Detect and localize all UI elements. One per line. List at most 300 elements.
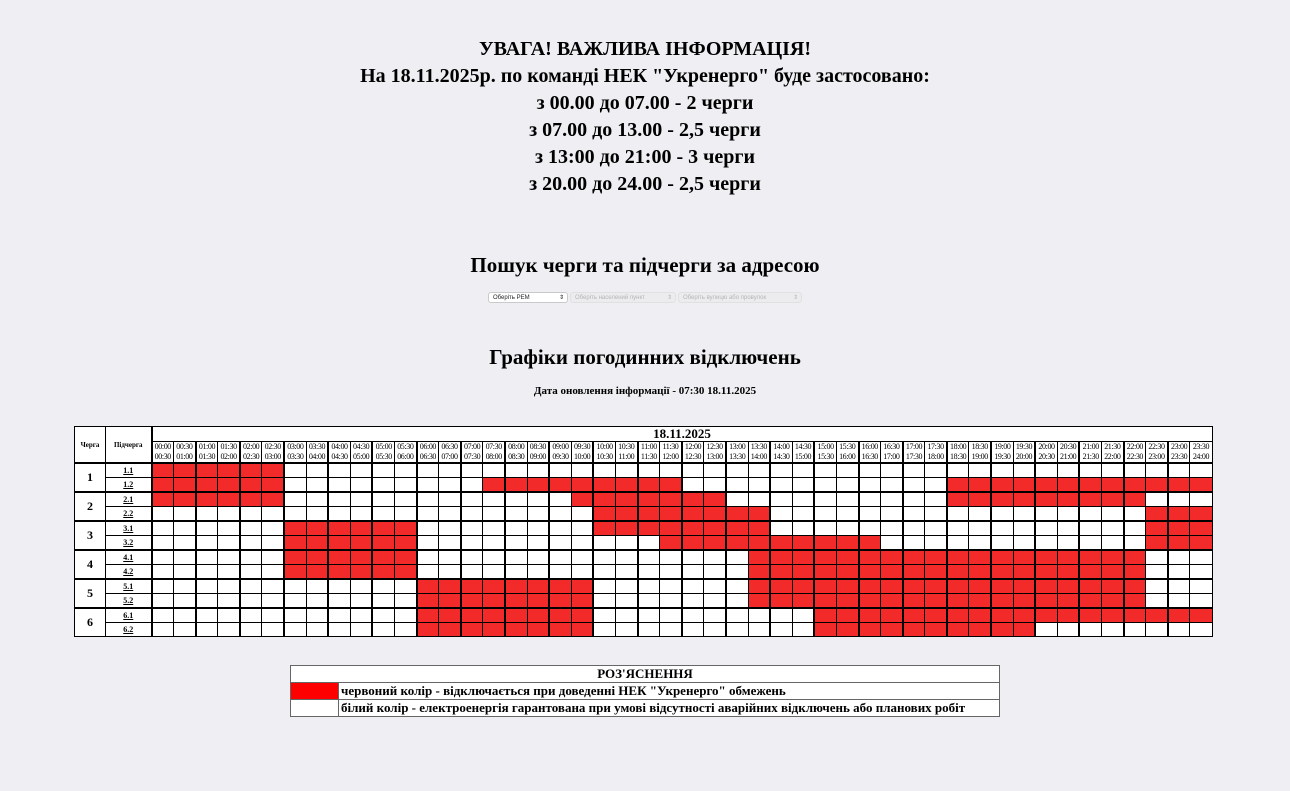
outage-cell (593, 507, 615, 522)
legend-red-text: червоний колір - відключається при доведенні НЕК "Укренерго" обмежень (339, 683, 1000, 700)
power-cell (461, 478, 483, 493)
power-cell (1057, 536, 1079, 551)
outage-cell (792, 594, 814, 609)
subqueue-link[interactable]: 1.1 (106, 463, 152, 478)
outage-cell (328, 550, 350, 565)
power-cell (726, 492, 748, 507)
power-cell (328, 579, 350, 594)
outage-cell (682, 492, 704, 507)
power-cell (593, 536, 615, 551)
outage-cell (571, 478, 593, 493)
power-cell (1190, 463, 1212, 478)
power-cell (549, 565, 571, 580)
outage-cell (218, 478, 240, 493)
outage-cell (1102, 478, 1124, 493)
outage-cell (903, 608, 925, 623)
outage-cell (571, 608, 593, 623)
power-cell (726, 550, 748, 565)
power-cell (240, 594, 262, 609)
outage-cell (903, 565, 925, 580)
power-cell (1102, 521, 1124, 536)
power-cell (1079, 521, 1101, 536)
notice-line: з 07.00 до 13.00 - 2,5 черги (529, 119, 761, 141)
outage-cell (372, 550, 394, 565)
table-row (75, 492, 1213, 507)
time-slot-header: 02:30 03:00 (262, 442, 284, 464)
outage-cell (417, 623, 439, 637)
power-cell (306, 478, 328, 493)
time-slot-header: 05:00 05:30 (372, 442, 394, 464)
outage-cell (704, 507, 726, 522)
schedule-title: Графіки погодинних відключень (489, 345, 801, 369)
outage-cell (593, 478, 615, 493)
power-cell (1190, 623, 1212, 637)
table-row (75, 463, 1213, 478)
time-slot-header: 05:30 06:00 (395, 442, 417, 464)
outage-cell (748, 521, 770, 536)
outage-cell (660, 536, 682, 551)
outage-cell (925, 565, 947, 580)
outage-cell (748, 536, 770, 551)
power-cell (439, 492, 461, 507)
power-cell (218, 550, 240, 565)
power-cell (505, 536, 527, 551)
power-cell (174, 550, 196, 565)
power-cell (682, 565, 704, 580)
power-cell (859, 492, 881, 507)
outage-cell (991, 594, 1013, 609)
queue-number: 2 (75, 492, 106, 521)
outage-cell (836, 623, 858, 637)
outage-cell (615, 521, 637, 536)
time-slot-header: 19:30 20:00 (1013, 442, 1035, 464)
power-cell (196, 507, 218, 522)
power-cell (306, 608, 328, 623)
outage-cell (615, 492, 637, 507)
outage-cell (1190, 521, 1212, 536)
outage-cell (439, 608, 461, 623)
power-cell (1013, 507, 1035, 522)
outage-cell (483, 608, 505, 623)
outage-cell (1035, 565, 1057, 580)
outage-cell (770, 579, 792, 594)
outage-cell (947, 565, 969, 580)
rem-select-value: Оберіть РЕМ (493, 295, 530, 301)
power-cell (549, 536, 571, 551)
subqueue-link[interactable]: 5.1 (106, 579, 152, 594)
time-slot-header: 09:00 09:30 (549, 442, 571, 464)
outage-cell (1102, 565, 1124, 580)
power-cell (174, 521, 196, 536)
settlement-select[interactable] (570, 292, 676, 303)
outage-cell (991, 579, 1013, 594)
outage-cell (284, 536, 306, 551)
subqueue-link[interactable]: 5.2 (106, 594, 152, 609)
power-cell (218, 594, 240, 609)
subqueue-link[interactable]: 1.2 (106, 478, 152, 493)
power-cell (328, 507, 350, 522)
power-cell (284, 579, 306, 594)
power-cell (262, 565, 284, 580)
table-row (75, 478, 1213, 493)
power-cell (792, 507, 814, 522)
outage-cell (836, 550, 858, 565)
outage-cell (1079, 550, 1101, 565)
power-cell (461, 507, 483, 522)
outage-cell (881, 550, 903, 565)
outage-cell (505, 594, 527, 609)
power-cell (1035, 507, 1057, 522)
power-cell (770, 463, 792, 478)
outage-cell (152, 463, 174, 478)
outage-cell (240, 478, 262, 493)
rem-select[interactable] (488, 292, 568, 303)
table-row (75, 565, 1213, 580)
outage-cell (1190, 536, 1212, 551)
power-cell (196, 623, 218, 637)
outage-cell (306, 565, 328, 580)
power-cell (1079, 463, 1101, 478)
outage-cell (372, 521, 394, 536)
queue-number: 1 (75, 463, 106, 492)
outage-cell (1102, 608, 1124, 623)
outage-cell (638, 492, 660, 507)
power-cell (859, 463, 881, 478)
power-cell (152, 579, 174, 594)
power-cell (240, 536, 262, 551)
power-cell (461, 521, 483, 536)
power-cell (417, 492, 439, 507)
outage-cell (593, 492, 615, 507)
legend-white-text: білий колір - електроенергія гарантована при умові відсутності аварійних відключень або планових робіт (339, 700, 1000, 717)
outage-cell (328, 521, 350, 536)
power-cell (792, 478, 814, 493)
outage-cell (1057, 492, 1079, 507)
power-cell (439, 463, 461, 478)
power-cell (240, 521, 262, 536)
power-cell (638, 550, 660, 565)
power-cell (660, 463, 682, 478)
power-cell (770, 492, 792, 507)
outage-cell (1013, 492, 1035, 507)
time-slot-header: 12:30 13:00 (704, 442, 726, 464)
select-arrows-icon: ⇕ (558, 295, 564, 301)
outage-cell (770, 550, 792, 565)
subqueue-link[interactable]: 4.1 (106, 550, 152, 565)
power-cell (395, 478, 417, 493)
power-cell (1102, 623, 1124, 637)
outage-cell (748, 550, 770, 565)
power-cell (174, 565, 196, 580)
outage-cell (947, 594, 969, 609)
time-slot-header: 15:30 16:00 (836, 442, 858, 464)
power-cell (262, 550, 284, 565)
power-cell (218, 579, 240, 594)
power-cell (792, 492, 814, 507)
power-cell (395, 608, 417, 623)
outage-cell (1057, 579, 1079, 594)
power-cell (704, 623, 726, 637)
power-cell (372, 507, 394, 522)
outage-cell (1079, 565, 1101, 580)
time-slot-header: 17:00 17:30 (903, 442, 925, 464)
subqueue-link[interactable]: 3.1 (106, 521, 152, 536)
outage-cell (726, 521, 748, 536)
outage-cell (483, 594, 505, 609)
power-cell (615, 550, 637, 565)
outage-cell (527, 608, 549, 623)
power-cell (505, 550, 527, 565)
power-cell (903, 507, 925, 522)
outage-cell (682, 536, 704, 551)
outage-cell (1035, 550, 1057, 565)
legend-title: РОЗ'ЯСНЕННЯ (291, 666, 1000, 683)
power-cell (881, 463, 903, 478)
outage-cell (991, 608, 1013, 623)
outage-cell (1168, 608, 1190, 623)
outage-cell (240, 492, 262, 507)
power-cell (704, 550, 726, 565)
outage-cell (859, 565, 881, 580)
outage-cell (1146, 536, 1168, 551)
outage-cell (969, 478, 991, 493)
outage-cell (240, 463, 262, 478)
outage-cell (836, 565, 858, 580)
subqueue-link[interactable]: 6.2 (106, 623, 152, 637)
outage-cell (571, 594, 593, 609)
power-cell (682, 463, 704, 478)
power-cell (1124, 521, 1146, 536)
outage-cell (439, 623, 461, 637)
power-cell (549, 521, 571, 536)
power-cell (1190, 565, 1212, 580)
power-cell (770, 478, 792, 493)
power-cell (682, 478, 704, 493)
time-slot-header: 23:30 24:00 (1190, 442, 1212, 464)
outage-cell (571, 623, 593, 637)
time-slot-header: 00:00 00:30 (152, 442, 174, 464)
outage-cell (483, 478, 505, 493)
outage-cell (991, 623, 1013, 637)
outage-cell (969, 550, 991, 565)
power-cell (1057, 463, 1079, 478)
outage-cell (1057, 478, 1079, 493)
power-cell (660, 579, 682, 594)
outage-cell (903, 579, 925, 594)
outage-cell (792, 565, 814, 580)
outage-cell (439, 594, 461, 609)
power-cell (350, 608, 372, 623)
outage-cell (748, 565, 770, 580)
power-cell (638, 579, 660, 594)
power-cell (881, 492, 903, 507)
power-cell (527, 507, 549, 522)
power-cell (284, 478, 306, 493)
power-cell (1035, 623, 1057, 637)
power-cell (947, 536, 969, 551)
power-cell (174, 579, 196, 594)
time-slot-header: 11:00 11:30 (638, 442, 660, 464)
power-cell (660, 608, 682, 623)
power-cell (483, 550, 505, 565)
power-cell (1102, 536, 1124, 551)
power-cell (770, 623, 792, 637)
power-cell (218, 521, 240, 536)
power-cell (1146, 565, 1168, 580)
power-cell (1168, 565, 1190, 580)
power-cell (903, 463, 925, 478)
street-placeholder: Оберіть вулицю або провулок (683, 295, 767, 301)
power-cell (571, 565, 593, 580)
time-slot-header: 07:00 07:30 (461, 442, 483, 464)
power-cell (483, 463, 505, 478)
power-cell (991, 521, 1013, 536)
power-cell (1124, 463, 1146, 478)
outage-cell (439, 579, 461, 594)
power-cell (1124, 507, 1146, 522)
outage-cell (704, 536, 726, 551)
outage-cell (1013, 623, 1035, 637)
power-cell (991, 536, 1013, 551)
outage-cell (682, 507, 704, 522)
power-cell (152, 565, 174, 580)
outage-cell (925, 608, 947, 623)
outage-cell (1035, 594, 1057, 609)
outage-cell (814, 550, 836, 565)
outage-cell (350, 550, 372, 565)
time-slot-header: 14:30 15:00 (792, 442, 814, 464)
power-cell (615, 536, 637, 551)
power-cell (660, 565, 682, 580)
power-cell (372, 463, 394, 478)
power-cell (350, 594, 372, 609)
power-cell (262, 536, 284, 551)
time-slot-header: 04:00 04:30 (328, 442, 350, 464)
power-cell (152, 536, 174, 551)
outage-cell (638, 478, 660, 493)
power-cell (174, 594, 196, 609)
outage-cell (969, 579, 991, 594)
power-cell (395, 579, 417, 594)
outage-cell (969, 623, 991, 637)
power-cell (593, 565, 615, 580)
outage-cell (527, 579, 549, 594)
outage-cell (571, 579, 593, 594)
outage-cell (859, 608, 881, 623)
time-slot-header: 12:00 12:30 (682, 442, 704, 464)
subqueue-link[interactable]: 3.2 (106, 536, 152, 551)
power-cell (505, 492, 527, 507)
street-select[interactable] (678, 292, 802, 303)
power-cell (461, 463, 483, 478)
time-slot-header: 00:30 01:00 (174, 442, 196, 464)
time-slot-header: 04:30 05:00 (350, 442, 372, 464)
power-cell (726, 565, 748, 580)
table-row (75, 550, 1213, 565)
power-cell (593, 463, 615, 478)
power-cell (218, 608, 240, 623)
time-slot-header: 22:00 22:30 (1124, 442, 1146, 464)
time-slot-header: 13:30 14:00 (748, 442, 770, 464)
time-slot-header: 17:30 18:00 (925, 442, 947, 464)
power-cell (748, 478, 770, 493)
power-cell (859, 478, 881, 493)
time-slot-header: 06:00 06:30 (417, 442, 439, 464)
outage-cell (1035, 608, 1057, 623)
power-cell (571, 550, 593, 565)
queue-number: 6 (75, 608, 106, 637)
power-cell (682, 623, 704, 637)
power-cell (417, 463, 439, 478)
power-cell (925, 492, 947, 507)
outage-cell (505, 478, 527, 493)
outage-cell (328, 536, 350, 551)
power-cell (991, 463, 1013, 478)
power-cell (748, 492, 770, 507)
outage-cell (527, 594, 549, 609)
outage-cell (792, 550, 814, 565)
outage-cell (1013, 550, 1035, 565)
table-row (75, 521, 1213, 536)
power-cell (262, 594, 284, 609)
power-cell (615, 463, 637, 478)
power-cell (814, 478, 836, 493)
time-slot-header: 13:00 13:30 (726, 442, 748, 464)
power-cell (152, 550, 174, 565)
outage-cell (328, 565, 350, 580)
power-cell (461, 492, 483, 507)
outage-cell (881, 594, 903, 609)
power-cell (859, 507, 881, 522)
power-cell (1168, 579, 1190, 594)
power-cell (1079, 536, 1101, 551)
power-cell (328, 608, 350, 623)
outage-cell (1102, 550, 1124, 565)
power-cell (792, 463, 814, 478)
power-cell (925, 507, 947, 522)
outage-cell (726, 507, 748, 522)
power-cell (704, 608, 726, 623)
power-cell (571, 463, 593, 478)
outage-cell (969, 608, 991, 623)
power-cell (527, 565, 549, 580)
outage-cell (1013, 579, 1035, 594)
power-cell (903, 536, 925, 551)
outage-cell (726, 536, 748, 551)
outage-cell (1035, 478, 1057, 493)
power-cell (372, 478, 394, 493)
power-cell (859, 521, 881, 536)
subqueue-link[interactable]: 2.2 (106, 507, 152, 522)
power-cell (1190, 579, 1212, 594)
outage-cell (306, 521, 328, 536)
power-cell (638, 565, 660, 580)
outage-cell (792, 536, 814, 551)
subqueue-link[interactable]: 4.2 (106, 565, 152, 580)
time-slot-header: 21:30 22:00 (1102, 442, 1124, 464)
select-arrows-icon: ⇕ (666, 295, 672, 301)
search-title: Пошук черги та підчерги за адресою (470, 253, 820, 277)
power-cell (726, 608, 748, 623)
power-cell (372, 594, 394, 609)
subqueue-link[interactable]: 2.1 (106, 492, 152, 507)
outage-cell (836, 594, 858, 609)
power-cell (836, 492, 858, 507)
subqueue-link[interactable]: 6.1 (106, 608, 152, 623)
power-cell (527, 463, 549, 478)
power-cell (615, 579, 637, 594)
power-cell (306, 463, 328, 478)
